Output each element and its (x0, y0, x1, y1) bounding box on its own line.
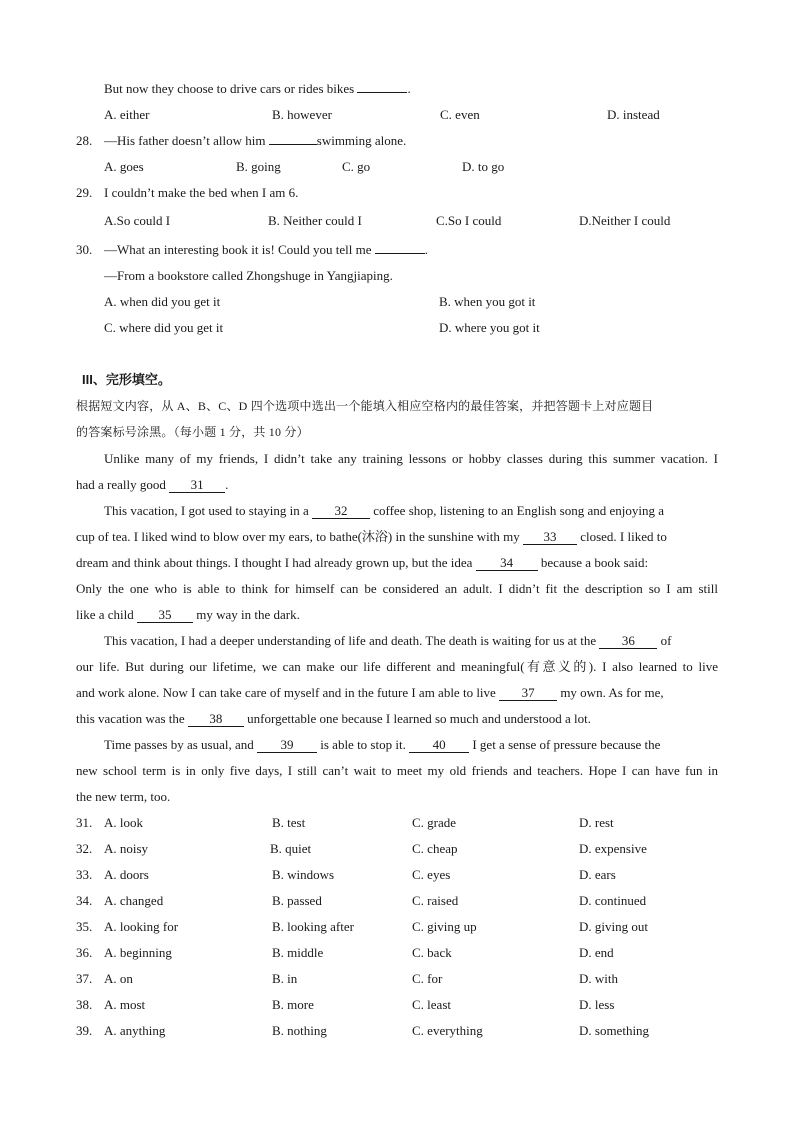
choice-33-b[interactable]: B. windows (272, 867, 335, 882)
choice-31-c[interactable]: C. grade (412, 815, 457, 830)
blank-38[interactable]: 38 (188, 712, 244, 727)
blank-34[interactable]: 34 (476, 556, 538, 571)
q29-option-c[interactable]: C.So I could (436, 213, 502, 228)
q28-blank[interactable] (269, 144, 317, 145)
q28-number: 28. (76, 133, 93, 148)
choice-36-c[interactable]: C. back (412, 945, 452, 960)
q30-blank[interactable] (375, 253, 425, 254)
choice-31-b[interactable]: B. test (272, 815, 306, 830)
q30-number: 30. (76, 242, 93, 257)
choice-32-c[interactable]: C. cheap (412, 841, 458, 856)
q29-stem: I couldn’t make the bed when I am 6. (104, 185, 299, 200)
choice-34-a[interactable]: A. changed (104, 893, 164, 908)
choice-number: 31. (76, 815, 93, 830)
choice-36-d[interactable]: D. end (579, 945, 614, 960)
choice-39-c[interactable]: C. everything (412, 1023, 483, 1038)
choice-39-a[interactable]: A. anything (104, 1023, 166, 1038)
passage-p2-line-1: This vacation, I got used to staying in a 32 coffee shop, listening to an English song and enjoying a (104, 503, 664, 518)
q29-number: 29. (76, 185, 93, 200)
choice-35-d[interactable]: D. giving out (579, 919, 648, 934)
section-title: III、完形填空。 (82, 372, 171, 387)
blank-40[interactable]: 40 (409, 738, 469, 753)
passage-p1-line-2: had a really good 31 . (76, 477, 229, 492)
choice-38-b[interactable]: B. more (272, 997, 314, 1012)
q30-option-c[interactable]: C. where did you get it (104, 320, 224, 335)
choice-33-d[interactable]: D. ears (579, 867, 616, 882)
choice-36-a[interactable]: A. beginning (104, 945, 172, 960)
section-instruction-line-2: 的答案标号涂黑。（每小题 1 分，共 10 分） (76, 425, 309, 439)
choice-32-d[interactable]: D. expensive (579, 841, 647, 856)
blank-36[interactable]: 36 (599, 634, 657, 649)
passage-p2-line-3: dream and think about things. I thought I had already grown up, but the idea 34 because a book said: (76, 555, 649, 570)
passage-p3-line-2: our life. But during our lifetime, we can make our life different and meaningful(有意义的). I also learned to live (76, 659, 718, 674)
blank-35[interactable]: 35 (137, 608, 193, 623)
choice-33-a[interactable]: A. doors (104, 867, 149, 882)
passage-p4-line-1: Time passes by as usual, and 39 is able to stop it. 40 I get a sense of pressure because the (104, 737, 661, 752)
choice-35-c[interactable]: C. giving up (412, 919, 477, 934)
blank-32[interactable]: 32 (312, 504, 370, 519)
q30-stem: —What an interesting book it is! Could you tell me . (104, 242, 429, 257)
blank-31[interactable]: 31 (169, 478, 225, 493)
q28-option-c[interactable]: C. go (342, 159, 371, 174)
q27-option-d[interactable]: D. instead (607, 107, 660, 122)
q27-option-a[interactable]: A. either (104, 107, 150, 122)
q30-option-a[interactable]: A. when did you get it (104, 294, 221, 309)
passage-p1-line-1: Unlike many of my friends, I didn’t take any training lessons or hobby classes during this summer vacation. I (104, 451, 718, 466)
choice-39-b[interactable]: B. nothing (272, 1023, 327, 1038)
section-instruction-line-1: 根据短文内容，从 A、B、C、D 四个选项中选出一个能填入相应空格内的最佳答案，并把答题卡上对应题目 (76, 399, 654, 413)
q30-reply: —From a bookstore called Zhongshuge in Yangjiaping. (104, 268, 393, 283)
choice-36-b[interactable]: B. middle (272, 945, 324, 960)
passage-p2-line-2: cup of tea. I liked wind to blow over my ears, to bathe(沐浴) in the sunshine with my 33 closed. I liked to (76, 529, 667, 544)
choice-34-b[interactable]: B. passed (272, 893, 322, 908)
q27-stem: But now they choose to drive cars or rides bikes . (104, 81, 411, 96)
passage-p4-line-2: new school term is in only five days, I still can’t wait to meet my old friends and teachers. Hope I can have fun in (76, 763, 718, 778)
q29-option-b[interactable]: B. Neither could I (268, 213, 362, 228)
choice-number: 34. (76, 893, 93, 908)
choice-number: 37. (76, 971, 93, 986)
choice-34-d[interactable]: D. continued (579, 893, 647, 908)
choice-38-c[interactable]: C. least (412, 997, 451, 1012)
passage-p2-line-4: Only the one who is able to think for himself can be considered an adult. I didn’t fit the description so I am still (76, 581, 718, 596)
q29-option-d[interactable]: D.Neither I could (579, 213, 671, 228)
blank-33[interactable]: 33 (523, 530, 577, 545)
q28-stem: —His father doesn’t allow him swimming alone. (104, 133, 407, 148)
q27-blank[interactable] (357, 92, 407, 93)
choice-number: 32. (76, 841, 93, 856)
choice-33-c[interactable]: C. eyes (412, 867, 451, 882)
q28-option-d[interactable]: D. to go (462, 159, 505, 174)
choice-32-b[interactable]: B. quiet (270, 841, 312, 856)
choice-31-d[interactable]: D. rest (579, 815, 614, 830)
choice-number: 39. (76, 1023, 93, 1038)
q27-option-b[interactable]: B. however (272, 107, 332, 122)
passage-p3-line-4: this vacation was the 38 unforgettable one because I learned so much and understood a lot. (76, 711, 591, 726)
passage-p3-line-1: This vacation, I had a deeper understanding of life and death. The death is waiting for us at the 36 of (104, 633, 672, 648)
choice-39-d[interactable]: D. something (579, 1023, 650, 1038)
passage-p4-line-3: the new term, too. (76, 789, 171, 804)
q27-option-c[interactable]: C. even (440, 107, 480, 122)
q28-option-b[interactable]: B. going (236, 159, 281, 174)
q29-option-a[interactable]: A.So could I (104, 213, 171, 228)
q30-option-b[interactable]: B. when you got it (439, 294, 536, 309)
choice-32-a[interactable]: A. noisy (104, 841, 149, 856)
passage-p3-line-3: and work alone. Now I can take care of myself and in the future I am able to live 37 my own. As for me, (76, 685, 664, 700)
q28-option-a[interactable]: A. goes (104, 159, 144, 174)
passage-p2-line-5: like a child 35 my way in the dark. (76, 607, 300, 622)
choice-38-d[interactable]: D. less (579, 997, 615, 1012)
q30-option-d[interactable]: D. where you got it (439, 320, 540, 335)
choice-37-c[interactable]: C. for (412, 971, 443, 986)
blank-37[interactable]: 37 (499, 686, 557, 701)
blank-39[interactable]: 39 (257, 738, 317, 753)
choice-38-a[interactable]: A. most (104, 997, 146, 1012)
choice-35-b[interactable]: B. looking after (272, 919, 354, 934)
choice-35-a[interactable]: A. looking for (104, 919, 179, 934)
choice-37-d[interactable]: D. with (579, 971, 618, 986)
choice-37-b[interactable]: B. in (272, 971, 298, 986)
choice-number: 38. (76, 997, 93, 1012)
choice-number: 36. (76, 945, 93, 960)
choice-number: 35. (76, 919, 93, 934)
choice-31-a[interactable]: A. look (104, 815, 143, 830)
choice-34-c[interactable]: C. raised (412, 893, 459, 908)
choice-number: 33. (76, 867, 93, 882)
choice-37-a[interactable]: A. on (104, 971, 133, 986)
